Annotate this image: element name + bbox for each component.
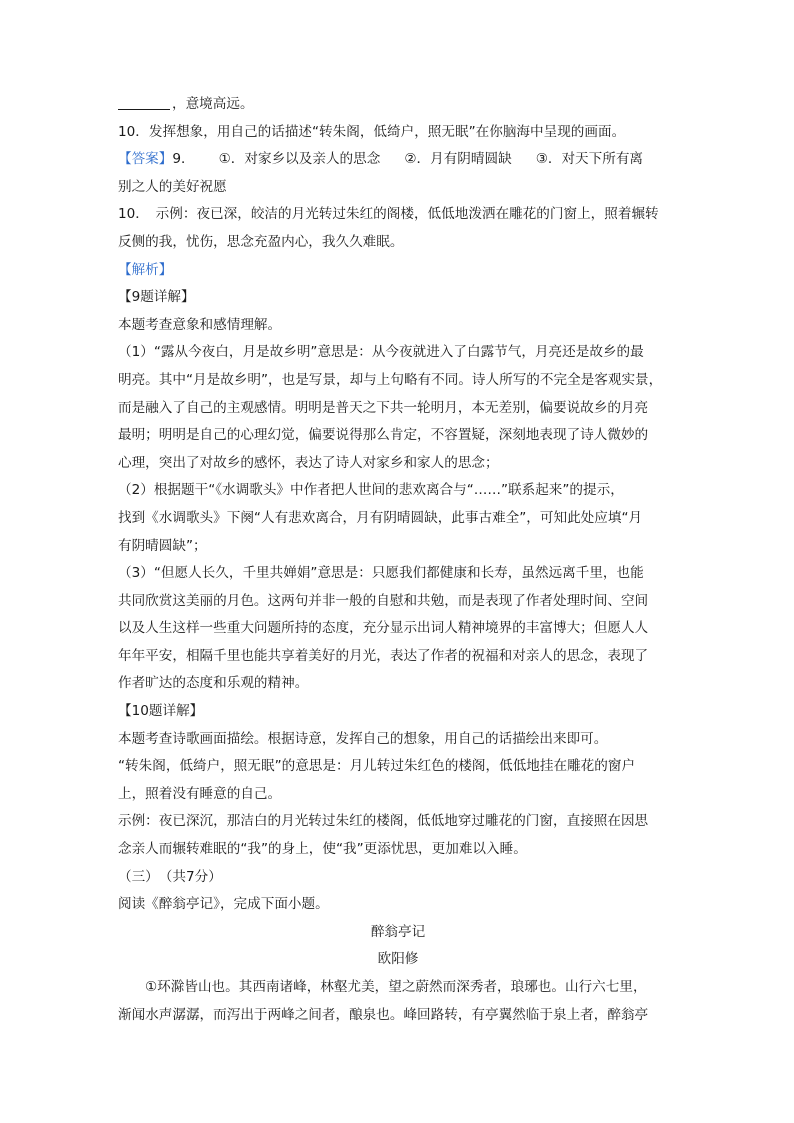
answer-label: 【答案】	[118, 151, 173, 168]
answer-9-item-2: ②．月有阴晴圆缺	[404, 151, 512, 168]
text-line: ①环滁皆山也。其西南诸峰，林壑尤美，望之蔚然而深秀者，琅琊也。山行六七里，	[145, 979, 647, 995]
section-heading-9: 【9题详解】	[118, 289, 195, 306]
text-line: （2）根据题干“《水调歌头》中作者把人世间的悲欢离合与“……”联系起来”的提示，	[118, 482, 624, 499]
text-line: 最明；明明是自己的心理幻觉，偏要说得那么肯定，不容置疑，深刻地表现了诗人微妙的	[118, 427, 649, 444]
text-line: 阅读《醉翁亭记》，完成下面小题。	[118, 896, 329, 913]
text-line: 以及人生这样一些重大问题所持的态度，充分显示出词人精神境界的丰富博大；但愿人人	[118, 620, 649, 637]
answer-9-item-3: ③．对天下所有离	[535, 151, 644, 168]
answer-9-item-1: ①．对家乡以及亲人的思念	[218, 151, 381, 168]
text-line: （1）“露从今夜白，月是故乡明”意思是：从今夜就进入了白露节气，月亮还是故乡的最	[118, 344, 644, 361]
analysis-label: 【解析】	[118, 261, 173, 278]
text-line: 共同欣赏这美丽的月色。这两句并非一般的自慰和共勉，而是表现了作者处理时间、空间	[118, 592, 649, 609]
answer-9-number: 9．	[172, 151, 195, 168]
text-line: 渐闻水声潺潺，而泻出于两峰之间者，酿泉也。峰回路转，有亭翼然临于泉上者，醉翁亭	[118, 1006, 649, 1023]
text-line: 明亮。其中“月是故乡明”，也是写景，却与上句略有不同。诗人所写的不完全是客观实景，	[118, 371, 663, 388]
text-line: 心理，突出了对故乡的感怀，表达了诗人对家乡和家人的思念；	[118, 454, 499, 471]
text-line: 有阴晴圆缺”；	[118, 537, 207, 554]
text-line: 念亲人而辗转难眠的“我”的身上，使“我”更添忧思，更加难以入睡。	[118, 841, 527, 858]
poem-title: 醉翁亭记	[370, 923, 426, 940]
answer-line	[118, 146, 678, 174]
section-three-heading: （三） （共7分）	[118, 868, 222, 885]
text-line: ，意境高远。	[118, 91, 678, 119]
document-body	[118, 91, 678, 1029]
text-line: 别之人的美好祝愿	[118, 178, 227, 195]
text-line: 而是融入了自己的主观感情。明明是普天之下共一轮明月，本无差别，偏要说故乡的月亮	[118, 399, 649, 416]
poem-author: 欧阳修	[377, 951, 419, 968]
section-heading-10: 【10题详解】	[118, 703, 204, 720]
answer-10: 10． 示例：夜已深，皎洁的月光转过朱红的阁楼，低低地泼洒在雕花的门窗上，照着辗转	[118, 206, 659, 223]
text-line: （3）“但愿人长久，千里共婵娟”意思是：只愿我们都健康和长寿，虽然远离千里，也能	[118, 565, 644, 582]
text-line: “转朱阁，低绮户，照无眠”的意思是：月儿转过朱红色的楼阁，低低地挂在雕花的窗户	[118, 758, 636, 775]
text-line: 年年平安，相隔千里也能共享着美好的月光，表达了作者的祝福和对亲人的思念，表现了	[118, 647, 649, 664]
question-10: 10．发挥想象，用自己的话描述“转朱阁，低绮户，照无眠”在你脑海中呈现的画面。	[118, 123, 626, 140]
answer-blank	[118, 93, 170, 110]
text-line: 作者旷达的态度和乐观的精神。	[118, 675, 309, 692]
text-line: 反侧的我，忧伤，思念充盈内心，我久久难眠。	[118, 233, 404, 250]
text-line: 示例：夜已深沉，那洁白的月光转过朱红的楼阁，低低地穿过雕花的门窗，直接照在因思	[118, 813, 649, 830]
text-line: 本题考查诗歌画面描绘。根据诗意，发挥自己的想象，用自己的话描绘出来即可。	[118, 730, 608, 747]
text-line: 上，照着没有睡意的自己。	[118, 785, 282, 802]
text-line: 找到《水调歌头》下阕“人有悲欢离合，月有阴晴圆缺，此事古难全”，可知此处应填“月	[118, 509, 643, 526]
text-line: 本题考查意象和感情理解。	[118, 316, 282, 333]
